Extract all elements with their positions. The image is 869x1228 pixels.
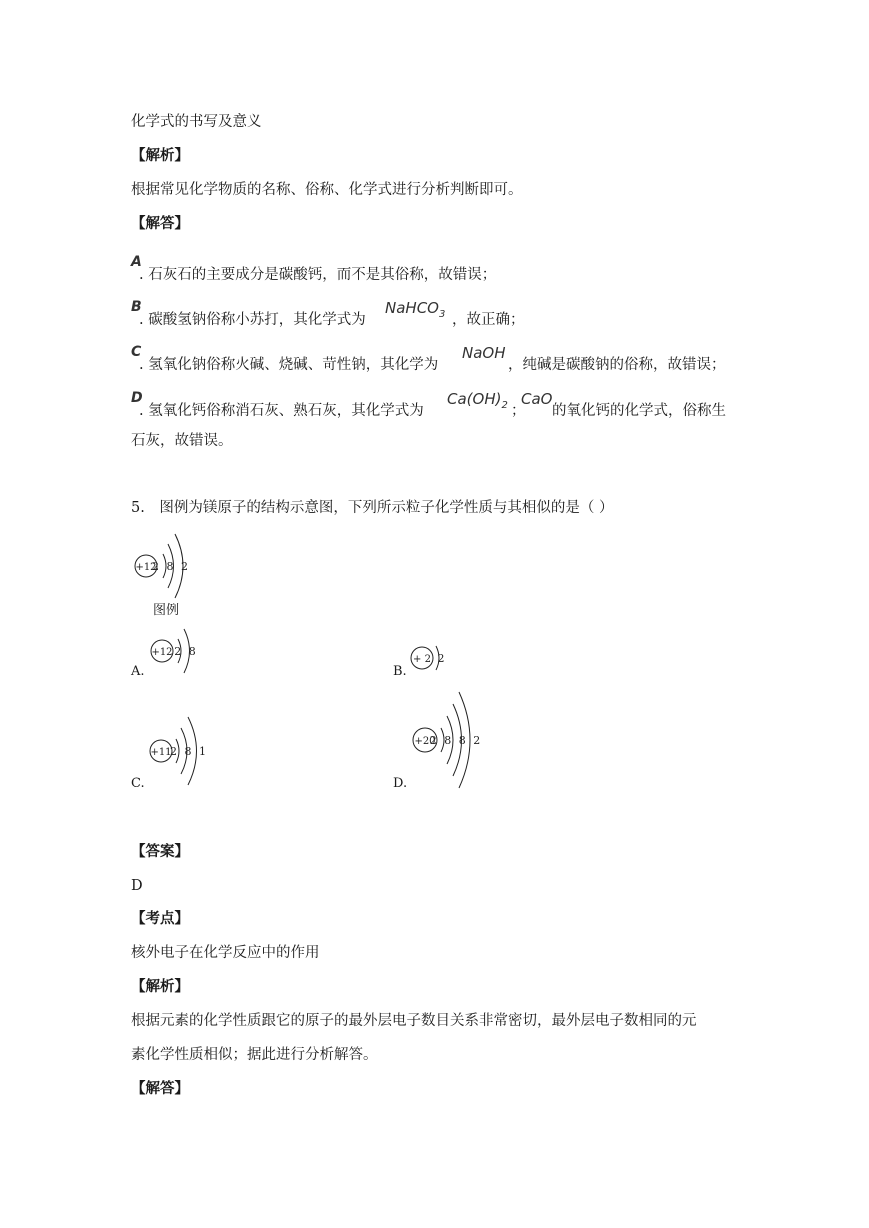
option-a-letter: A [131,254,142,270]
option-d-text: . 氢氧化钙俗称消石灰、熟石灰，其化学式为 [139,403,424,419]
option-d-formula: $Ca(OH)_2$ [447,390,508,411]
option-b-letter: B [131,299,142,315]
choice-c-diagram [148,712,228,792]
answer-heading: 【答案】 [131,843,189,860]
option-d-text-after: 的氧化钙的化学式，俗称生 [552,403,726,419]
question-stem: 5. 图例为镁原子的结构示意图，下列所示粒子化学性质与其相似的是（ ） [131,500,614,516]
option-d-formula2: CaO [521,390,553,408]
option-b-text: . 碳酸氢钠俗称小苏打，其化学式为 [139,312,366,328]
option-b-formula: NaHCO$_3$ [385,299,446,320]
choice-a-nucleus: +12 [151,647,173,658]
option-d-letter: D [131,390,143,406]
choice-c-letter: C. [131,776,145,791]
prev-answer-heading: 【解答】 [131,215,189,232]
legend-shells: 2 8 2 [152,560,190,573]
legend-caption: 图例 [153,603,180,618]
analysis-line-1: 根据元素的化学性质跟它的原子的最外层电子数目关系非常密切，最外层电子数相同的元 [131,1013,697,1029]
option-c-letter: C [131,344,142,360]
option-c-text: . 氢氧化钠俗称火碱、烧碱、苛性钠，其化学为 [139,357,439,373]
option-c-formula: NaOH [462,344,506,362]
analysis-line-2: 素化学性质相似；据此进行分析解答。 [131,1047,378,1063]
choice-c-shells: 2 8 1 [170,745,208,758]
choice-a-diagram [148,620,208,680]
option-d-separator: ； [511,403,526,419]
choice-d-diagram [411,690,501,785]
legend-atom-diagram [131,528,211,608]
topic-text: 核外电子在化学反应中的作用 [131,945,320,961]
option-d-text-line2: 石灰，故错误。 [131,433,233,449]
answer-value: D [131,878,143,894]
option-a-text: . 石灰石的主要成分是碳酸钙，而不是其俗称，故错误； [139,267,497,283]
choice-d-letter: D. [393,776,408,791]
choice-d-shells: 2 8 8 2 [429,734,483,747]
prev-analysis-text: 根据常见化学物质的名称、俗称、化学式进行分析判断即可。 [131,182,523,198]
option-c-text-after: ，纯碱是碳酸钠的俗称，故错误； [508,357,726,373]
choice-c-nucleus: +11 [150,747,172,758]
choice-a-letter: A. [131,664,145,679]
analysis-heading: 【解析】 [131,978,189,995]
option-b-text-after: ，故正确； [452,312,525,328]
prev-analysis-heading: 【解析】 [131,147,189,164]
prev-topic: 化学式的书写及意义 [131,114,262,130]
solve-heading: 【解答】 [131,1080,189,1097]
topic-heading: 【考点】 [131,910,189,927]
choice-b-nucleus: + 2 [413,654,431,665]
choice-b-letter: B. [393,664,407,679]
choice-b-diagram [409,640,459,680]
legend-nucleus: +12 [135,562,157,573]
choice-d-nucleus: +20 [414,736,436,747]
choice-a-shells: 2 8 [174,645,198,658]
choice-b-shells: 2 [437,652,445,665]
